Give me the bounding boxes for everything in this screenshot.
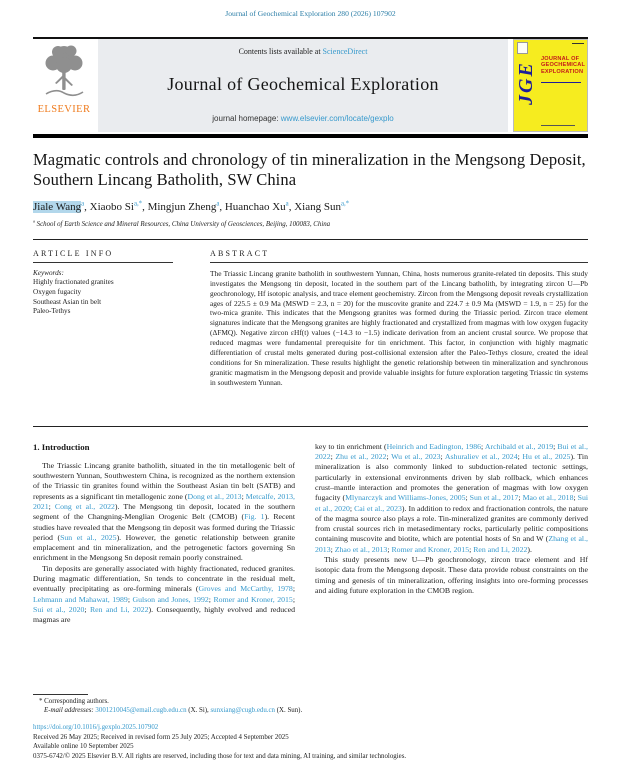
doi-link[interactable]: https://doi.org/10.1016/j.gexplo.2025.107902 — [33, 723, 159, 731]
citation-link[interactable]: Sui et al., 2020 — [33, 604, 85, 614]
citation-link[interactable]: Fig. 1 — [244, 512, 265, 522]
keywords-label: Keywords: — [33, 268, 64, 277]
copyright-line: 0375-6742/© 2025 Elsevier B.V. All rights are reserved, including those for text and data mining, AI training, and similar technologies. — [33, 753, 407, 761]
keyword-item: Oxygen fugacity — [33, 287, 82, 296]
email-addresses-line: E-mail addresses: 3001210045@email.cugb.edu.cn (X. Si), sunxiang@cugb.edu.cn (X. Sun). — [44, 707, 303, 715]
homepage-label: journal homepage: — [212, 113, 281, 123]
keyword-item: Paleo-Tethys — [33, 307, 71, 316]
keyword-item: Southeast Asian tin belt — [33, 297, 102, 306]
citation-link[interactable]: a — [81, 200, 85, 208]
citation-link[interactable]: Bui et al., 2022 — [315, 441, 588, 462]
citation-link[interactable]: Mlynarczyk and Williams-Jones, 2005 — [345, 493, 466, 503]
abstract-column — [210, 249, 588, 419]
journal-title: Journal of Geochemical Exploration — [167, 74, 439, 94]
citation-link[interactable]: Metcalfe, 2013, 2021 — [33, 491, 295, 511]
citation-link[interactable]: a,* — [340, 200, 350, 208]
citation-link[interactable]: Zhu et al., 2022 — [335, 452, 387, 462]
intro-paragraph: key to tin enrichment (Heinrich and Eadington, 1986; Archibald et al., 2019; Bui et al., 2022; Zhu et al., 2022; Wu et al., 2023; Ashuraliev et al., 2024; Hu et al., 2025). Tin mineralization is also commonly linked to subduction-related tectonic settings, particularly in extensional environments driven by slab rollback, which enhances crust–mantle interaction and promotes the generation of magmas with low oxygen fugacity (Mlynarczyk and Williams-Jones, 2005; Sun et al., 2017; Mao et al., 2018; Sui et al., 2020; Cai et al., 2023). In addition to redox and fractionation controls, the nature of the magma source also plays a role. Tin-mineralized granites are commonly derived from crustal sources rich in metasedimentary rocks, particularly pelitic compositions containing muscovite and biotite, which are potential hosts of Sn and W (Zhang et al., 2013; Zhao et al., 2013; Romer and Kroner, 2015; Ren and Li, 2022). — [315, 441, 588, 554]
intro-paragraph: The Triassic Lincang granite batholith, situated in the tin metallogenic belt of southwestern Yunnan, Southwestern China, is recognized as the northern extension of the Triassic tin granites found within the Southeast Asian tin belt (SATB) and represents as a significant tin metallogenic zone (Dong et al., 2013; Metcalfe, 2013, 2021; Cong et al., 2022). The Mengsong tin deposit, located in the southern segment of the Changning-Menglian Orogenic Belt (CMOB) (Fig. 1). Recent studies have revealed that the Mengsong tin deposit was formed during the Triassic period (Sun et al., 2025). However, the genetic relationship between granite emplacement and tin mineralization, and the petrogenetic factors governing Sn enrichment in the Mengsong Sn deposit remain poorly constrained. — [33, 460, 296, 563]
elsevier-logo — [33, 39, 95, 132]
body-left-column — [33, 442, 295, 692]
abstract-heading: ABSTRACT — [210, 248, 270, 258]
divider — [33, 426, 588, 427]
cover-title-line: GEOCHEMICAL — [541, 62, 586, 69]
footnotes-block — [33, 697, 588, 716]
citation-link[interactable]: Romer and Kroner, 2015 — [391, 544, 470, 554]
homepage-line — [104, 114, 502, 123]
abstract-text: The Triassic Lincang granite batholith in southwestern Yunnan, China, hosts numerous granite-related tin deposits. This study investigates the Mengsong tin deposit, located in the southern part of the Lincang batholith, by integrating zircon U—Pb geochronology, Hf isotopic analysis, and trace element geochemistry. Zircon from the Mengsong deposit reveals crystallization ages of 225.5 ± 0.9 Ma (MSWD = 2.3, n = 20) for the muscovite granite and 224.7 ± 0.9 Ma (MSWD = 1.9, n = 25) for the two-mica granite. This indicates that the Mengsong granites was formed during the Triassic period. Zircon trace element signatures indicate that the Mengsong granites are highly fractionated and crystallized from magmas with low oxygen fugacity (ΔFMQ). Negative zircon εHf(t) values (−14.3 to −1.5) indicate derivation from an ancient crustal source. We propose that reduced magmas were fundamental prerequisite for tin enrichment. This factor, in conjunction with highly magmatic differentiation of crustal melts generated during post-collisional extension after the Paleo-Tethys closure, created the ideal conditions for Sn mineralization. These results highlight the genetic relationship between tin mineralization and synchronous granitic magmatism in the Mengsong deposit and provide valuable insights for future exploration targeting Triassic tin systems in southwestern Yunnan. — [210, 268, 588, 387]
citation-link[interactable]: Sun et al., 2025 — [60, 532, 117, 542]
citation-link[interactable]: Dong et al., 2013 — [187, 491, 242, 501]
keyword-item: Highly fractionated granites — [33, 278, 114, 287]
highlighted-author-name: Jiale Wang — [33, 201, 82, 213]
citation-link[interactable]: Archibald et al., 2019 — [484, 441, 554, 451]
cover-divider — [541, 82, 581, 83]
citation-link[interactable]: Hu et al., 2025 — [522, 452, 571, 462]
cover-top-mark — [572, 43, 584, 44]
keywords-block — [33, 269, 183, 317]
citation-link[interactable]: Romer and Kroner, 2015 — [213, 594, 293, 604]
journal-cover-thumbnail — [513, 39, 588, 132]
citation-link[interactable]: Wu et al., 2023 — [391, 452, 441, 462]
authors-line: Jiale Wang$^a$, Xiaobo $Si^{a,*}$, Mingjun Zheng$^a$, Huanchao Xu$^a$, Xiang Sun$^{a,*}$ — [33, 200, 350, 213]
info-abstract-section — [33, 240, 588, 419]
citation-link[interactable]: Groves and McCarthy, 1978 — [198, 584, 293, 594]
intro-paragraph: Tin deposits are generally associated with highly fractionated, reduced granites. During magmatic differentiation, Sn tends to concentrate in the residual melt, eventually precipitating as ore-forming minerals (Groves and McCarthy, 1978; Lehmann and Mahawat, 1989; Gulson and Jones, 1992; Romer and Kroner, 2015; Sui et al., 2020; Ren and Li, 2022). Consequently, highly evolved and reduced magmas are — [33, 563, 296, 625]
sciencedirect-link[interactable]: ScienceDirect — [322, 46, 368, 56]
article-footer — [33, 723, 588, 762]
body-right-column — [315, 442, 588, 692]
citation-link[interactable]: Cai et al., 2023 — [354, 503, 402, 513]
citation-link[interactable]: Sun et al., 2017 — [469, 493, 519, 503]
citation-link[interactable]: Zhao et al., 2013 — [334, 544, 388, 554]
running-head-citation: Journal of Geochemical Exploration 280 (2026) 107902 — [225, 9, 396, 18]
journal-masthead — [33, 39, 588, 132]
citation-link[interactable]: a — [285, 200, 289, 208]
cover-title — [541, 56, 585, 76]
citation-link[interactable]: Cong et al., 2022 — [54, 501, 115, 511]
introduction-section — [33, 442, 588, 692]
citation-link[interactable]: Heinrich and Eadington, 1986 — [386, 441, 482, 451]
citation-link[interactable]: Ren and Li, 2022 — [89, 604, 149, 614]
footnote-divider — [33, 694, 88, 695]
citation-link[interactable]: Ashuraliev et al., 2024 — [444, 452, 518, 462]
article-info-column — [33, 249, 183, 419]
citation-link[interactable]: Ren and Li, 2022 — [473, 544, 528, 554]
citation-link[interactable]: Sui et al., 2020 — [315, 493, 588, 513]
available-online-line: Available online 10 September 2025 — [33, 743, 134, 751]
citation-link[interactable]: Zhang et al., 2013 — [315, 534, 588, 554]
divider — [210, 262, 588, 263]
cover-initials: JGE — [515, 60, 537, 105]
elsevier-wordmark: ELSEVIER — [37, 103, 91, 115]
elsevier-tree-icon — [38, 43, 90, 103]
divider — [33, 134, 588, 139]
divider — [33, 262, 173, 263]
contents-line — [104, 47, 502, 56]
email-link[interactable]: sunxiang@cugb.edu.cn — [210, 707, 276, 715]
citation-link[interactable]: Mao et al., 2018 — [522, 493, 574, 503]
article-info-heading: ARTICLE INFO — [33, 248, 114, 258]
email-link[interactable]: 3001210045@email.cugb.edu.cn — [95, 707, 187, 715]
intro-paragraph: This study presents new U—Pb geochronology, zircon trace element and Hf isotopic data from the Mengsong deposit. These data provide robust constraints on the timing and genesis of tin mineralization, offering insights into ore-forming processes and aiding future exploration in the CMOB region. — [315, 555, 588, 595]
contents-prefix: Contents lists available at — [238, 46, 323, 56]
cover-title-line: JOURNAL OF — [541, 55, 580, 62]
received-dates-line: Received 26 May 2025; Received in revised form 25 July 2025; Accepted 4 September 2025 — [33, 733, 289, 741]
masthead-panel — [98, 39, 508, 132]
section-heading: 1. Introduction — [33, 441, 90, 452]
citation-link[interactable]: a — [216, 200, 220, 208]
citation-link[interactable]: Gulson and Jones, 1992 — [132, 594, 209, 604]
cover-footer-mark — [541, 125, 575, 126]
page-title: Magmatic controls and chronology of tin mineralization in the Mengsong Deposit, Southern Lincang Batholith, SW China — [33, 150, 586, 189]
citation-link[interactable]: Lehmann and Mahawat, 1989 — [33, 594, 128, 604]
cover-title-line: EXPLORATION — [541, 68, 584, 75]
homepage-url-link[interactable]: www.elsevier.com/locate/gexplo — [280, 113, 394, 123]
affiliation-line: $^a$ School of Earth Science and Mineral Resources, China University of Geosciences, Beijing, 100083, China — [33, 218, 331, 228]
corresponding-authors-note: * Corresponding authors. — [39, 697, 109, 705]
citation-link[interactable]: a,* — [133, 200, 143, 208]
